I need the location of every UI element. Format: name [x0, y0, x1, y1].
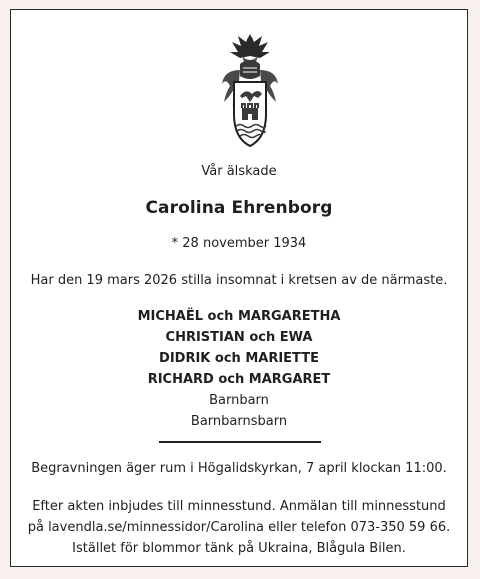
- family-member: MICHAËL och MARGARETHA: [137, 309, 341, 324]
- closing-line: Efter akten inbjudes till minnesstund. Anmälan till minnesstund: [32, 499, 446, 514]
- closing-line: på lavendla.se/minnessidor/Carolina eller telefon 073-350 59 66.: [27, 520, 451, 535]
- deceased-name: Carolina Ehrenborg: [145, 198, 333, 218]
- family-member: DIDRIK och MARIETTE: [159, 351, 319, 366]
- intro-text: Vår älskade: [201, 164, 277, 179]
- funeral-info: Begravningen äger rum i Högalidskyrkan, 7 april klockan 11:00.: [31, 461, 447, 476]
- closing-line: Istället för blommor tänk på Ukraina, Blågula Bilen.: [72, 541, 406, 556]
- family-list: [11, 306, 467, 432]
- family-member: CHRISTIAN och EWA: [165, 330, 313, 345]
- family-member: RICHARD och MARGARET: [147, 372, 331, 387]
- family-member: Barnbarn: [209, 393, 269, 408]
- coat-of-arms-icon: [214, 26, 286, 150]
- divider: [159, 441, 321, 443]
- birth-date: * 28 november 1934: [171, 236, 307, 251]
- obituary-notice: [10, 9, 468, 567]
- death-notice: Har den 19 mars 2026 stilla insomnat i kretsen av de närmaste.: [30, 273, 448, 288]
- family-member: Barnbarnsbarn: [190, 414, 288, 429]
- closing-text: [11, 496, 467, 559]
